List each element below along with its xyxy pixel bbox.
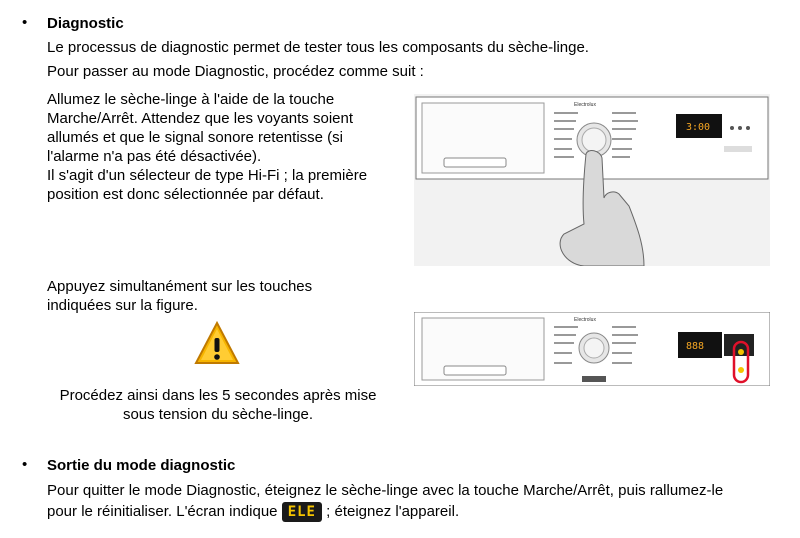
bullet-icon: • [22,14,28,31]
intro-line: Pour passer au mode Diagnostic, procédez comme suit : [47,63,424,80]
brand-label: Electrolux [574,317,596,323]
panel2-display: 888 [686,341,705,352]
warning-text: Procédez ainsi dans les 5 secondes après mise sous tension du sèche-linge. [59,387,377,423]
exit-line-2: pour le réinitialiser. L'écran indique ELE ; éteignez l'appareil. [47,503,460,521]
step1-text: Allumez le sèche-linge à l'aide de la touche Marche/Arrêt. Attendez que les voyants soient allumés et que le signal sonore retentisse (si l'alarme n'a pas été désactivée). Il s'agit d'un sélecteur de type Hi-Fi ; la première position est donc sélectionnée par défaut. [47,91,368,203]
intro-line: Le processus de diagnostic permet de tester tous les composants du sèche-linge. [47,39,589,56]
step2-text: Appuyez simultanément sur les touches indiquées sur la figure. [47,278,313,314]
ele-display-badge: ELE [282,502,322,522]
section-heading-diagnostic: Diagnostic [47,15,124,32]
dryer-panel-image-power-on [414,94,770,266]
bullet-icon: • [22,456,28,473]
brand-label: Electrolux [574,102,596,108]
panel1-display: 3:00 [686,122,711,133]
dryer-panel-image-buttons [414,312,770,386]
warning-icon [194,320,240,366]
exit-line: Pour quitter le mode Diagnostic, éteignez le sèche-linge avec la touche Marche/Arrêt, puis rallumez-le [47,482,724,499]
section-heading-exit: Sortie du mode diagnostic [47,457,236,474]
